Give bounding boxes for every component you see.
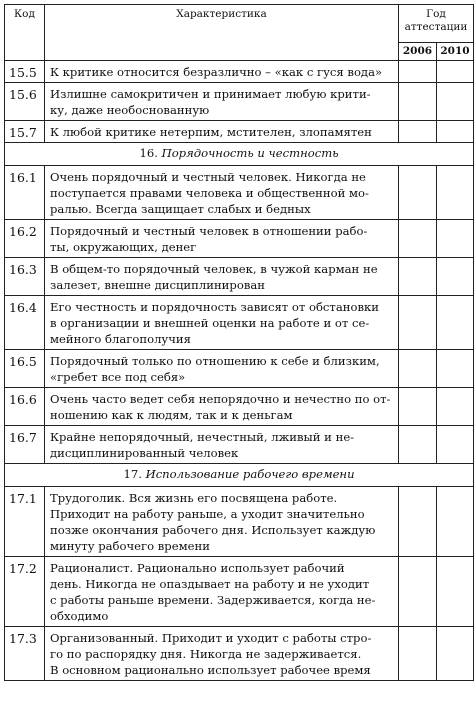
table-row [5, 627, 474, 681]
description-line: В основном рационально использует рабочее время [50, 663, 371, 677]
header-year-2006: 2006 [399, 43, 437, 61]
row-code: 16.3 [5, 258, 45, 296]
description-line: поступается правами человека и общественной мо- [50, 186, 369, 200]
row-code: 16.1 [5, 166, 45, 220]
description-line: обходимо [50, 609, 109, 623]
rating-cell-2010[interactable] [437, 557, 474, 627]
rating-cell-2006[interactable] [399, 350, 437, 388]
row-description [45, 627, 399, 681]
description-line: дисциплинированный человек [50, 446, 239, 460]
header-characteristic: Характеристика [45, 5, 399, 61]
table-row [5, 426, 474, 464]
table-row [5, 557, 474, 627]
description-line: с работы раньше времени. Задерживается, когда не- [50, 593, 376, 607]
description-line: Его честность и порядочность зависят от обстановки [50, 300, 379, 314]
description-line: ку, даже необоснованную [50, 103, 210, 117]
section-number: 16. [139, 146, 158, 160]
table-row [5, 296, 474, 350]
section-title: Порядочность и честность [161, 146, 339, 160]
table-row [5, 61, 474, 83]
table-row [5, 166, 474, 220]
row-description [45, 166, 399, 220]
rating-cell-2010[interactable] [437, 627, 474, 681]
section-row [5, 464, 474, 487]
row-description [45, 487, 399, 557]
description-line: минуту рабочего времени [50, 539, 210, 553]
description-line: Организованный. Приходит и уходит с работы стро- [50, 631, 372, 645]
description-line: К любой критике нетерпим, мстителен, злопамятен [50, 125, 372, 139]
description-line: Приходит на работу раньше, а уходит значительно [50, 507, 365, 521]
table-row [5, 388, 474, 426]
rating-cell-2006[interactable] [399, 487, 437, 557]
rating-cell-2010[interactable] [437, 296, 474, 350]
rating-cell-2010[interactable] [437, 220, 474, 258]
rating-cell-2006[interactable] [399, 426, 437, 464]
rating-cell-2006[interactable] [399, 61, 437, 83]
section-number: 17. [123, 467, 142, 481]
description-line: Порядочный только по отношению к себе и близким, [50, 354, 380, 368]
row-description [45, 426, 399, 464]
section-row [5, 143, 474, 166]
description-line: день. Никогда не опаздывает на работу и не уходит [50, 577, 370, 591]
description-line: Трудоголик. Вся жизнь его посвящена работе. [50, 491, 338, 505]
row-code: 16.6 [5, 388, 45, 426]
row-code: 15.5 [5, 61, 45, 83]
description-line: Очень порядочный и честный человек. Никогда не [50, 170, 366, 184]
rating-cell-2010[interactable] [437, 258, 474, 296]
row-code: 16.4 [5, 296, 45, 350]
table-row [5, 121, 474, 143]
description-line: Крайне непорядочный, нечестный, лживый и не- [50, 430, 355, 444]
table-row [5, 487, 474, 557]
description-line: залезет, внешне дисциплинирован [50, 278, 265, 292]
rating-cell-2010[interactable] [437, 350, 474, 388]
description-line: ношению как к людям, так и к деньгам [50, 408, 293, 422]
rating-cell-2006[interactable] [399, 296, 437, 350]
rating-cell-2010[interactable] [437, 61, 474, 83]
table-row [5, 220, 474, 258]
rating-cell-2010[interactable] [437, 388, 474, 426]
description-line: го по распорядку дня. Никогда не задерживается. [50, 647, 362, 661]
row-description [45, 296, 399, 350]
header-year-title: Год аттестации [399, 5, 474, 43]
row-code: 17.3 [5, 627, 45, 681]
row-description [45, 388, 399, 426]
section-heading [5, 143, 474, 166]
attestation-table [4, 4, 474, 681]
description-line: ралью. Всегда защищает слабых и бедных [50, 202, 311, 216]
description-line: В общем-то порядочный человек, в чужой карман не [50, 262, 378, 276]
row-code: 16.2 [5, 220, 45, 258]
description-line: Рационалист. Рационально использует рабочий [50, 561, 345, 575]
description-line: Очень часто ведет себя непорядочно и нечестно по от- [50, 392, 391, 406]
description-line: К критике относится безразлично – «как с гуся вода» [50, 65, 383, 79]
section-title: Использование рабочего времени [145, 467, 355, 481]
table-row [5, 83, 474, 121]
table-row [5, 258, 474, 296]
section-heading [5, 464, 474, 487]
rating-cell-2006[interactable] [399, 220, 437, 258]
description-line: Порядочный и честный человек в отношении рабо- [50, 224, 368, 238]
rating-cell-2006[interactable] [399, 258, 437, 296]
row-description [45, 83, 399, 121]
rating-cell-2006[interactable] [399, 166, 437, 220]
rating-cell-2006[interactable] [399, 557, 437, 627]
rating-cell-2010[interactable] [437, 83, 474, 121]
row-code: 17.1 [5, 487, 45, 557]
rating-cell-2006[interactable] [399, 83, 437, 121]
rating-cell-2006[interactable] [399, 121, 437, 143]
row-description [45, 220, 399, 258]
row-code: 16.7 [5, 426, 45, 464]
description-line: в организации и внешней оценки на работе и от се- [50, 316, 370, 330]
row-code: 17.2 [5, 557, 45, 627]
row-code: 15.6 [5, 83, 45, 121]
table-row [5, 350, 474, 388]
row-description [45, 258, 399, 296]
table-body [5, 61, 474, 681]
description-line: позже окончания рабочего дня. Использует каждую [50, 523, 376, 537]
description-line: «гребет все под себя» [50, 370, 186, 384]
description-line: ты, окружающих, денег [50, 240, 197, 254]
row-description [45, 350, 399, 388]
row-description [45, 121, 399, 143]
description-line: Излишне самокритичен и принимает любую крити- [50, 87, 371, 101]
row-code: 15.7 [5, 121, 45, 143]
description-line: мейного благополучия [50, 332, 191, 346]
rating-cell-2010[interactable] [437, 426, 474, 464]
header-code: Код [5, 5, 45, 61]
rating-cell-2006[interactable] [399, 627, 437, 681]
rating-cell-2006[interactable] [399, 388, 437, 426]
rating-cell-2010[interactable] [437, 121, 474, 143]
header-year-2010: 2010 [437, 43, 474, 61]
rating-cell-2010[interactable] [437, 487, 474, 557]
row-description [45, 557, 399, 627]
rating-cell-2010[interactable] [437, 166, 474, 220]
header-row [5, 5, 474, 43]
row-code: 16.5 [5, 350, 45, 388]
row-description [45, 61, 399, 83]
